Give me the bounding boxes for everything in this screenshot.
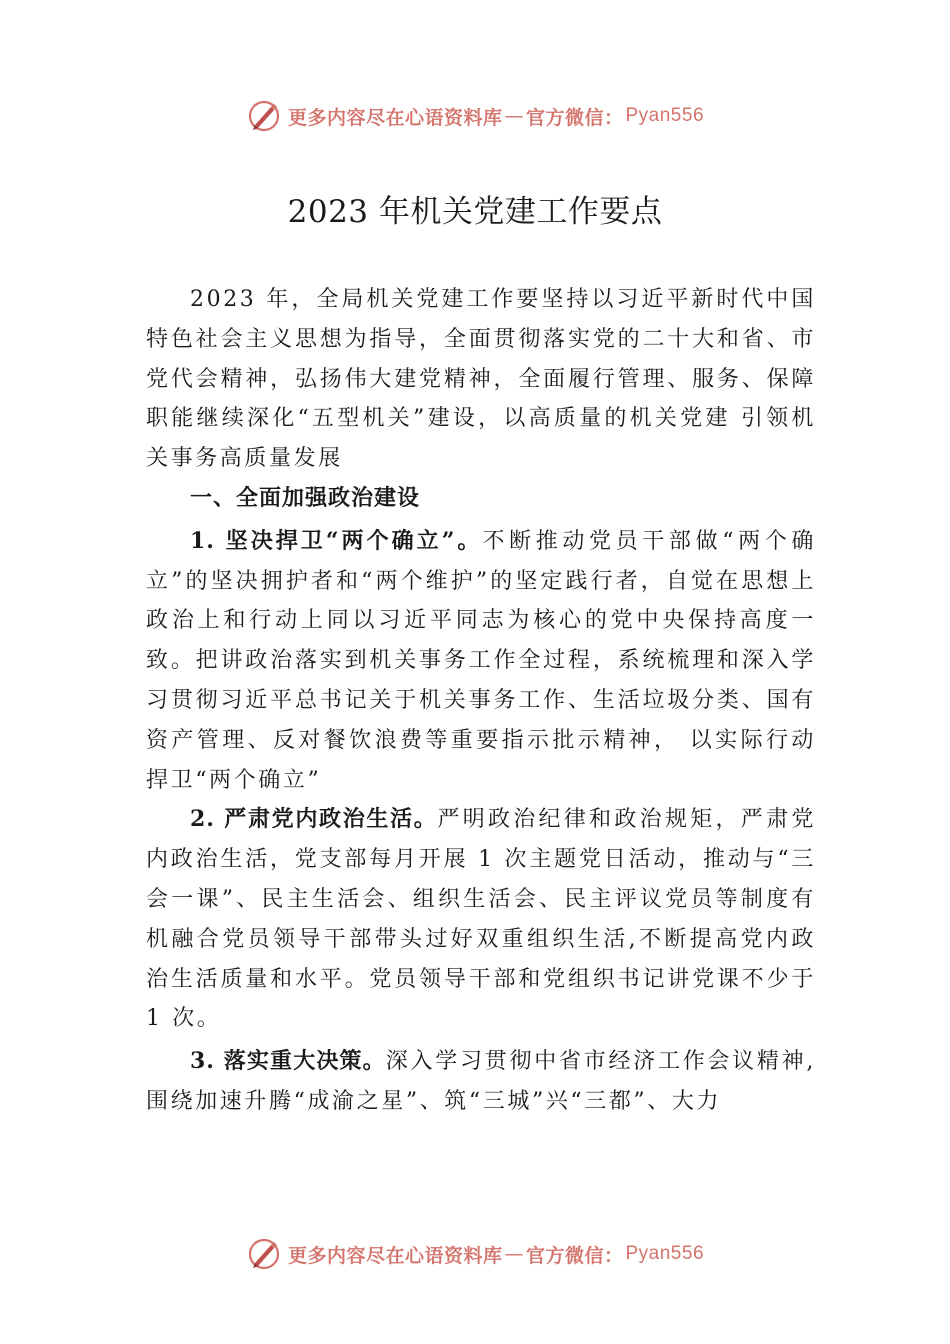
footer-watermark bbox=[0, 1234, 950, 1274]
section-heading bbox=[146, 479, 816, 519]
item-paragraph bbox=[146, 800, 816, 1039]
item-paragraph bbox=[146, 1042, 816, 1122]
item-paragraph bbox=[146, 522, 816, 801]
section-heading-text: 一、全面加强政治建设 bbox=[190, 485, 421, 511]
pen-logo-icon bbox=[246, 1236, 282, 1272]
item-body: 深入学习贯彻中省市经济工作会议精神,围绕加速升腾“成渝之星”、筑“三城”兴“三都”、大力 bbox=[146, 1049, 816, 1114]
watermark-wechat-id: Pyan556 bbox=[625, 1243, 705, 1264]
item-body: 严明政治纪律和政治规矩，严肃党内政治生活，党支部每月开展 1 次主题党日活动，推动与“三会一课”、民主生活会、组织生活会、民主评议党员等制度有机融合党员领导干部带头过好双重组织生活,不断提高党内政治生活质量和水平。党员领导干部和党组织书记讲党课不少于 1 次。 bbox=[146, 807, 816, 1032]
item-lead: 2. 严肃党内政治生活。 bbox=[190, 806, 438, 833]
watermark-site-text: 更多内容尽在心语资料库 bbox=[287, 106, 503, 129]
watermark-separator: — bbox=[504, 1243, 524, 1265]
watermark-label: 官方微信： bbox=[525, 1244, 624, 1267]
document-body bbox=[146, 280, 816, 1122]
watermark-wechat-id: Pyan556 bbox=[625, 105, 705, 126]
item-lead: 1. 坚决捍卫“两个确立”。 bbox=[190, 527, 483, 554]
header-watermark bbox=[0, 96, 950, 136]
item-lead: 3. 落实重大决策。 bbox=[190, 1048, 386, 1075]
watermark-label: 官方微信： bbox=[525, 106, 624, 129]
document-title: 2023 年机关党建工作要点 bbox=[287, 194, 663, 230]
intro-paragraph: 2023 年，全局机关党建工作要坚持以习近平新时代中国特色社会主义思想为指导，全面贯彻落实党的二十大和省、市党代会精神，弘扬伟大建党精神，全面履行管理、服务、保障职能继续深化“五型机关”建设，以高质量的机关党建 引领机关事务高质量发展 bbox=[146, 287, 816, 472]
watermark-site-text: 更多内容尽在心语资料库 bbox=[287, 1244, 503, 1267]
watermark-separator: — bbox=[504, 105, 524, 127]
item-body: 不断推动党员干部做“两个确立”的坚决拥护者和“两个维护”的坚定践行者，自觉在思想上政治上和行动上同以习近平同志为核心的党中央保持高度一致。把讲政治落实到机关事务工作全过程，系统梳理和深入学习贯彻习近平总书记关于机关事务工作、生活垃圾分类、国有资产管理、反对餐饮浪费等重要指示批示精神， 以实际行动捍卫“两个确立” bbox=[146, 528, 816, 793]
pen-logo-icon bbox=[246, 98, 282, 134]
